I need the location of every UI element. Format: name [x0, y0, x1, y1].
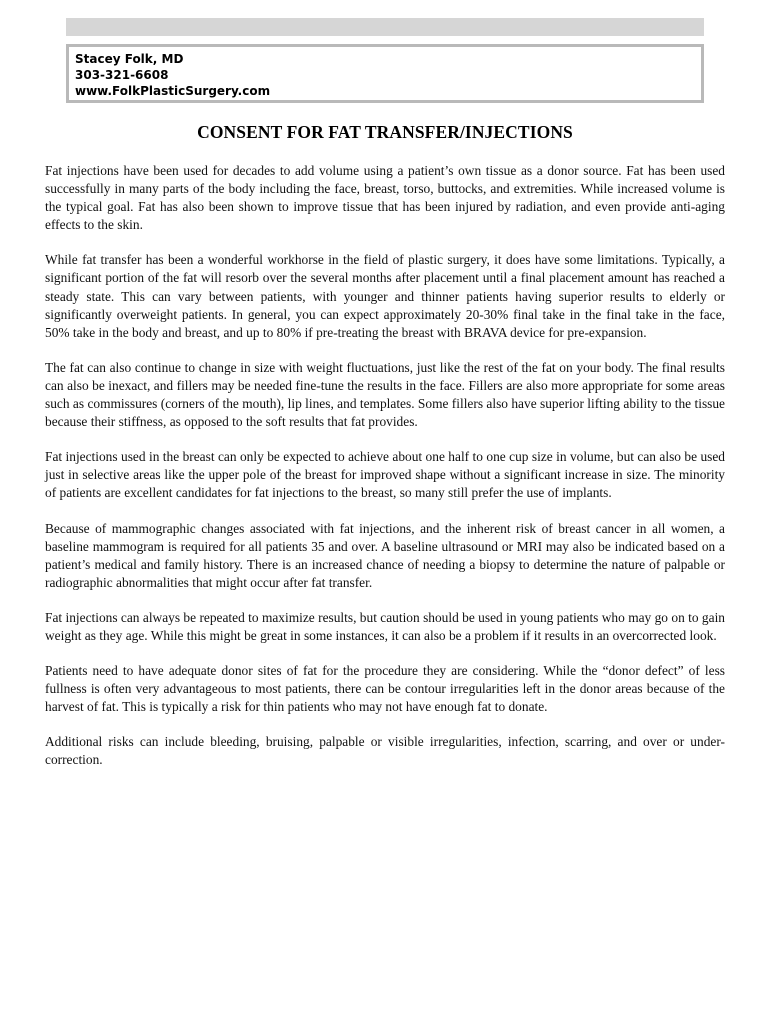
phone-number: 303-321-6608: [75, 68, 169, 82]
paragraph-mammogram: Because of mammographic changes associated with fat injections, and the inherent risk of breast cancer in all women, a baseline mammogram is required for all patients 35 and over. A baseline ultrasound or MRI may also be indicated based on a patient’s medical and family history. There is an increased chance of needing a biopsy to determine the nature of palpable or radiographic abnormalities that might occur after fat transfer.: [45, 520, 725, 590]
paragraph-intro: Fat injections have been used for decades to add volume using a patient’s own tissue as a donor source. Fat has been used successfully in many parts of the body including the face, breast, torso, buttocks, and extremities. While increased volume is the typical goal. Fat has also been shown to improve tissue that has been injured by radiation, and even provide anti-aging effects to the skin.: [45, 163, 725, 233]
paragraph-breast: Fat injections used in the breast can only be expected to achieve about one half to one cup size in volume, but can also be used just in selective areas like the upper pole of the breast for improved shape without a significant increase in size. The minority of patients are excellent candidates for fat injections to the breast, so many still prefer the use of implants.: [45, 449, 725, 501]
paragraph-risks: Additional risks can include bleeding, bruising, palpable or visible irregularities, infection, scarring, and over or under-correction.: [45, 734, 725, 768]
contact-box: [66, 44, 704, 103]
paragraph-repeat: Fat injections can always be repeated to maximize results, but caution should be used in young patients who may go on to gain weight as they age. While this might be great in some instances, it can also be a problem if it results in an overcorrected look.: [45, 609, 725, 643]
doctor-name: Stacey Folk, MD: [75, 52, 184, 66]
header-bar: [66, 18, 704, 36]
document-title: CONSENT FOR FAT TRANSFER/INJECTIONS: [197, 122, 573, 142]
document-body: [45, 162, 725, 787]
paragraph-donor-sites: Patients need to have adequate donor sites of fat for the procedure they are considering. While the “donor defect” of less fullness is often very advantageous to most patients, there can be contour irregularities left in the donor areas because of the harvest of fat. This is typically a risk for thin patients who may not have enough fat to donate.: [45, 663, 725, 715]
website-url: www.FolkPlasticSurgery.com: [75, 84, 271, 98]
paragraph-weight-fluctuations: The fat can also continue to change in size with weight fluctuations, just like the rest of the fat on your body. The final results can also be inexact, and fillers may be needed fine-tune the results in the face. Fillers are also more appropriate for some areas such as commissures (corners of the mouth), lip lines, and templates. Some fillers also have superior lifting ability to the tissue because their stiffness, as opposed to the soft results that fat provides.: [45, 359, 725, 430]
paragraph-limitations: While fat transfer has been a wonderful workhorse in the field of plastic surgery, it does have some limitations. Typically, a significant portion of the fat will resorb over the several months after placement until a final placement amount has reached a steady state. This can vary between patients, with younger and thinner patients having superior results to elderly or significantly overweight patients. In general, you can expect approximately 20-30% final take in the final take in the face, 50% take in the body and breast, and up to 80% if pre-treating the breast with BRAVA device for pre-expansion.: [45, 252, 725, 340]
